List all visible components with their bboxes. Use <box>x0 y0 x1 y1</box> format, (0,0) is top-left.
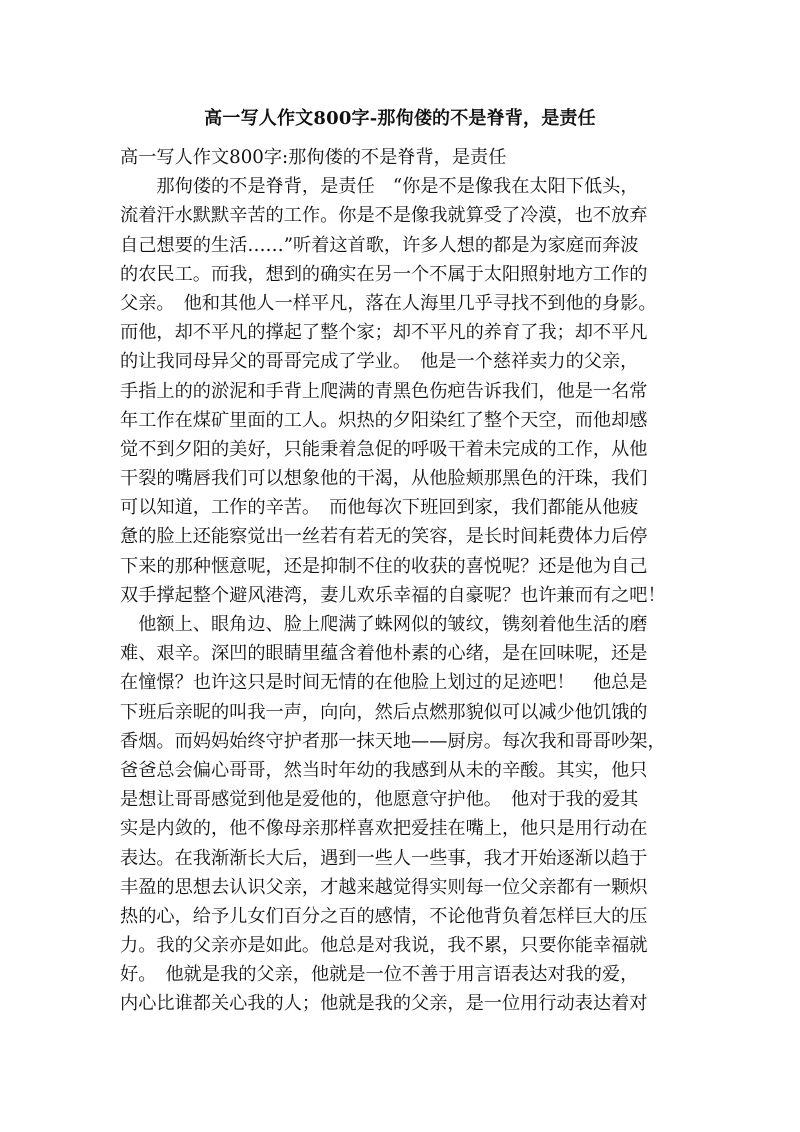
text-line: 下来的那种惬意呢，还是抑制不住的收获的喜悦呢？还是他为自己 <box>120 555 648 577</box>
text-line: 实是内敛的，他不像母亲那样喜欢把爱挂在嘴上，他只是用行动在 <box>120 818 648 840</box>
text-line: 表达。在我渐渐长大后，遇到一些人一些事，我才开始逐渐以趋于 <box>120 847 648 869</box>
text-line: 双手撑起整个避风港湾，妻儿欢乐幸福的自豪呢？也许兼而有之吧！ <box>120 584 666 606</box>
text-line: 那佝偻的不是脊背，是责任 “你是不是像我在太阳下低头， <box>120 176 639 198</box>
text-line: 力。我的父亲亦是如此。他总是对我说，我不累，只要你能幸福就 <box>120 935 648 957</box>
text-line: 是想让哥哥感觉到他是爱他的，他愿意守护他。 他对于我的爱其 <box>120 789 639 811</box>
document-title: 高一写人作文800字-那佝偻的不是脊背，是责任 <box>204 108 596 129</box>
text-line: 丰盈的思想去认识父亲，才越来越觉得实则每一位父亲都有一颗炽 <box>120 876 648 898</box>
text-line: 他额上、眼角边、脸上爬满了蛛网似的皱纹，镌刻着他生活的磨 <box>120 614 648 635</box>
document-body <box>120 143 692 1019</box>
text-line: 内心比谁都关心我的人；他就是我的父亲，是一位用行动表达着对 <box>120 993 648 1015</box>
text-line: 父亲。 他和其他人一样平凡，落在人海里几乎寻找不到他的身影。 <box>120 292 657 314</box>
text-line: 而他，却不平凡的撑起了整个家；却不平凡的养育了我；却不平凡 <box>120 322 648 344</box>
text-line: 干裂的嘴唇我们可以想象他的干渴，从他脸颊那黑色的汗珠，我们 <box>120 468 648 490</box>
text-line: 可以知道，工作的辛苦。 而他每次下班回到家，我们都能从他疲 <box>120 497 639 519</box>
text-line: 下班后亲昵的叫我一声，向向，然后点燃那貌似可以减少他饥饿的 <box>120 701 648 723</box>
text-line: 惫的脸上还能察觉出一丝若有若无的笑容，是长时间耗费体力后停 <box>120 526 648 548</box>
text-line: 流着汗水默默辛苦的工作。你是不是像我就算受了冷漠，也不放弃 <box>120 205 648 227</box>
text-line: 爸爸总会偏心哥哥，然当时年幼的我感到从未的辛酸。其实，他只 <box>120 759 648 781</box>
text-line: 的让我同母异父的哥哥完成了学业。 他是一个慈祥卖力的父亲， <box>120 351 639 373</box>
text-line: 香烟。而妈妈始终守护者那一抹天地——厨房。每次我和哥哥吵架， <box>120 730 666 752</box>
text-line: 年工作在煤矿里面的工人。炽热的夕阳染红了整个天空，而他却感 <box>120 409 648 431</box>
text-line: 的农民工。而我，想到的确实在另一个不属于太阳照射地方工作的 <box>120 263 648 285</box>
text-line: 在憧憬？也许这只是时间无情的在他脸上划过的足迹吧！ 他总是 <box>120 672 648 694</box>
text-line: 难、艰辛。深凹的眼睛里蕴含着他朴素的心绪，是在回味呢，还是 <box>120 643 648 665</box>
text-line: 自己想要的生活……”听着这首歌，许多人想的都是为家庭而奔波 <box>120 234 639 256</box>
text-line: 高一写人作文800字:那佝偻的不是脊背，是责任 <box>120 147 507 168</box>
text-line: 好。 他就是我的父亲，他就是一位不善于用言语表达对我的爱， <box>120 964 639 986</box>
text-line: 觉不到夕阳的美好，只能秉着急促的呼吸干着未完成的工作，从他 <box>120 438 648 460</box>
text-line: 手指上的的淤泥和手背上爬满的青黑色伤疤告诉我们，他是一名常 <box>120 380 648 402</box>
text-line: 热的心，给予儿女们百分之百的感情，不论他背负着怎样巨大的压 <box>120 905 648 927</box>
